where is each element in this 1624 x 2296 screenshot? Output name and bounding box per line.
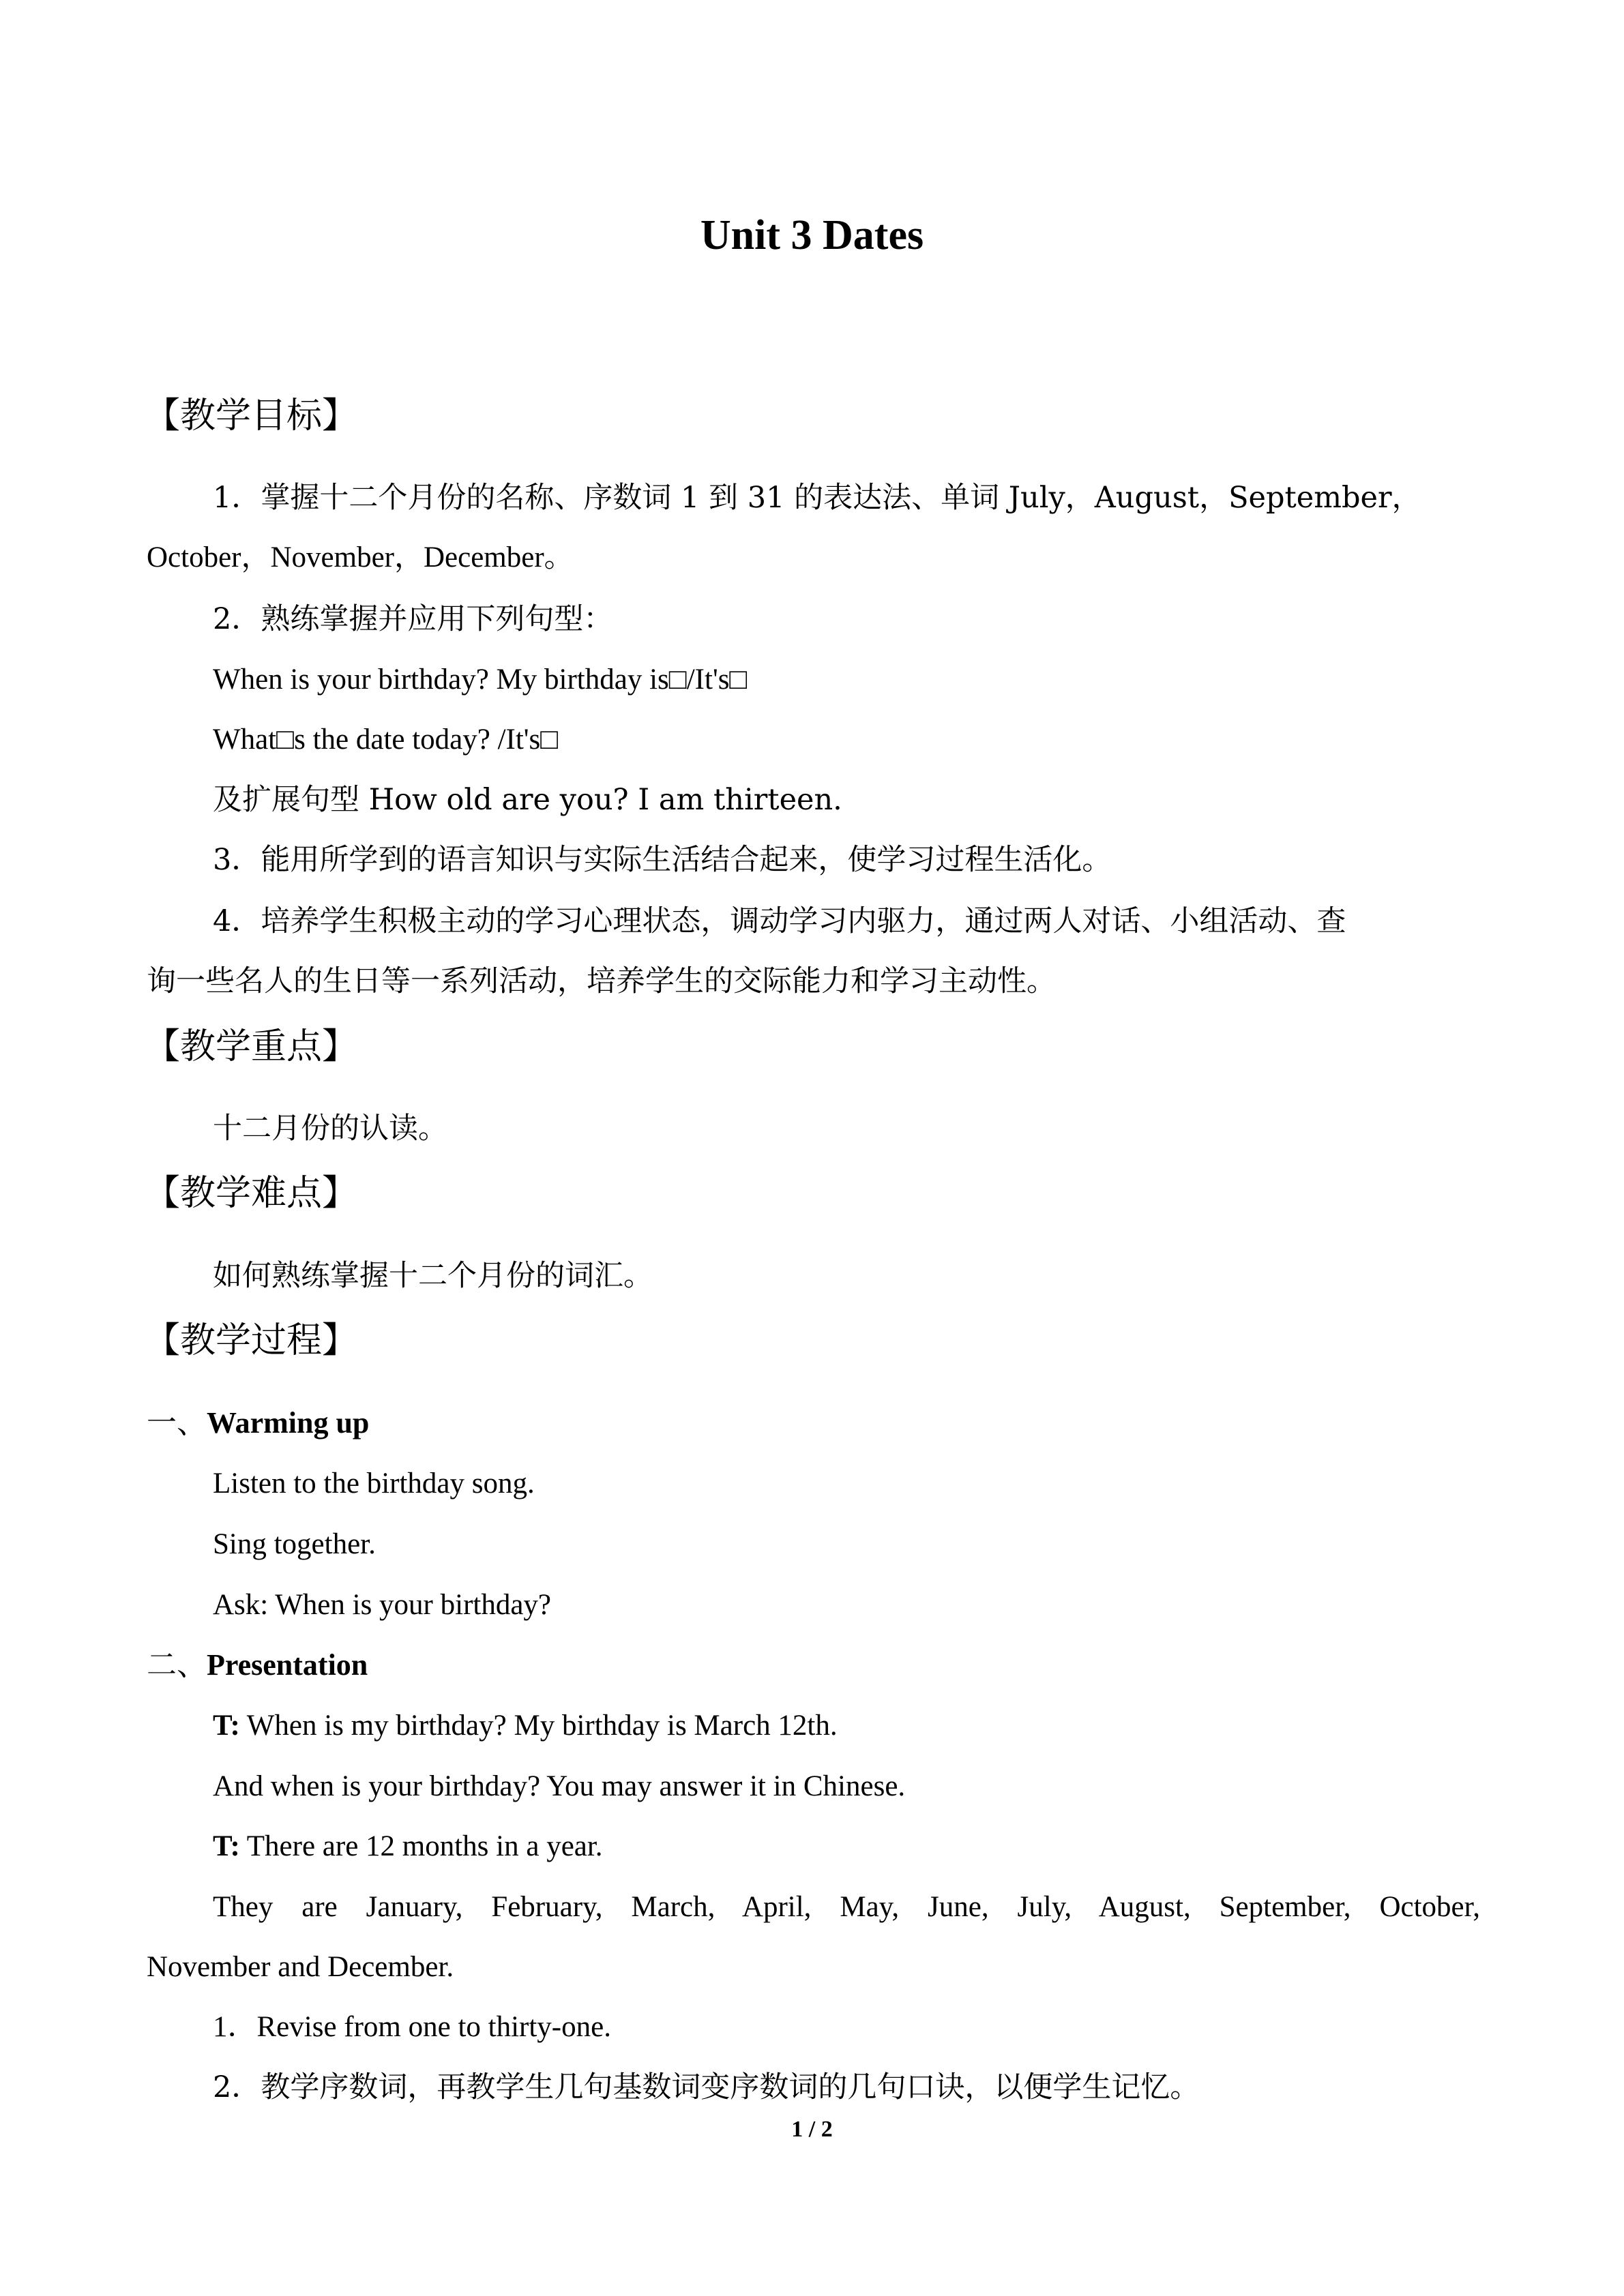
objective-item-3: 3．能用所学到的语言知识与实际生活结合起来，使学习过程生活化。	[213, 843, 1112, 877]
teacher-label: T:	[213, 1830, 240, 1862]
presentation-line-2: And when is your birthday? You may answer it in Chinese.	[213, 1770, 906, 1802]
page-title: Unit 3 Dates	[700, 212, 924, 258]
process-part-2-title: Presentation	[207, 1648, 368, 1682]
presentation-line-1	[213, 1702, 838, 1750]
process-part-1-title: Warming up	[207, 1406, 370, 1440]
warmup-line-3: Ask: When is your birthday?	[213, 1589, 552, 1621]
key-points-text: 十二月份的认读。	[213, 1112, 447, 1146]
months-line-1: They are January, February, March, April, May, June, July, August, September, October,	[213, 1891, 1480, 1923]
objective-item-2: 2．熟练掌握并应用下列句型：	[213, 602, 613, 636]
page-number: 1 / 2	[791, 2117, 833, 2142]
process-part-1-heading	[147, 1399, 369, 1447]
months-line-2: November and December.	[147, 1951, 454, 1983]
section-heading-key-points: 【教学重点】	[145, 1026, 358, 1067]
warmup-line-1: Listen to the birthday song.	[213, 1467, 535, 1500]
teacher-label: T:	[213, 1710, 240, 1742]
objective-item-1-line-2: October，November，December。	[147, 541, 574, 573]
presentation-line-1-text: When is my birthday? My birthday is March 12th.	[239, 1710, 838, 1742]
process-part-2-heading	[147, 1641, 368, 1689]
section-heading-objectives: 【教学目标】	[145, 396, 358, 436]
process-part-1-prefix: 一、	[147, 1405, 207, 1440]
objective-item-4-line-1: 4．培养学生积极主动的学习心理状态，调动学习内驱力，通过两人对话、小组活动、查	[213, 904, 1346, 938]
objective-item-1-line-1: 1．掌握十二个月份的名称、序数词 1 到 31 的表达法、单词 July，August，September，	[213, 481, 1421, 515]
difficulties-text: 如何熟练掌握十二个月份的词汇。	[213, 1259, 653, 1293]
presentation-step-1: 1．Revise from one to thirty-one.	[213, 2011, 611, 2043]
sentence-pattern-3: 及扩展句型 How old are you? I am thirteen.	[213, 783, 842, 817]
presentation-line-3-text: There are 12 months in a year.	[239, 1830, 603, 1862]
sentence-pattern-1: When is your birthday? My birthday is□/It's□	[213, 664, 748, 696]
sentence-pattern-2: What□s the date today? /It's□	[213, 724, 559, 756]
presentation-line-3	[213, 1823, 603, 1870]
process-part-2-prefix: 二、	[147, 1648, 207, 1682]
warmup-line-2: Sing together.	[213, 1528, 376, 1560]
section-heading-process: 【教学过程】	[145, 1320, 358, 1361]
presentation-step-2: 2．教学序数词，再教学生几句基数词变序数词的几句口诀，以便学生记忆。	[213, 2070, 1200, 2104]
objective-item-4-line-2: 询一些名人的生日等一系列活动，培养学生的交际能力和学习主动性。	[147, 964, 1056, 998]
section-heading-difficulties: 【教学难点】	[145, 1173, 358, 1214]
